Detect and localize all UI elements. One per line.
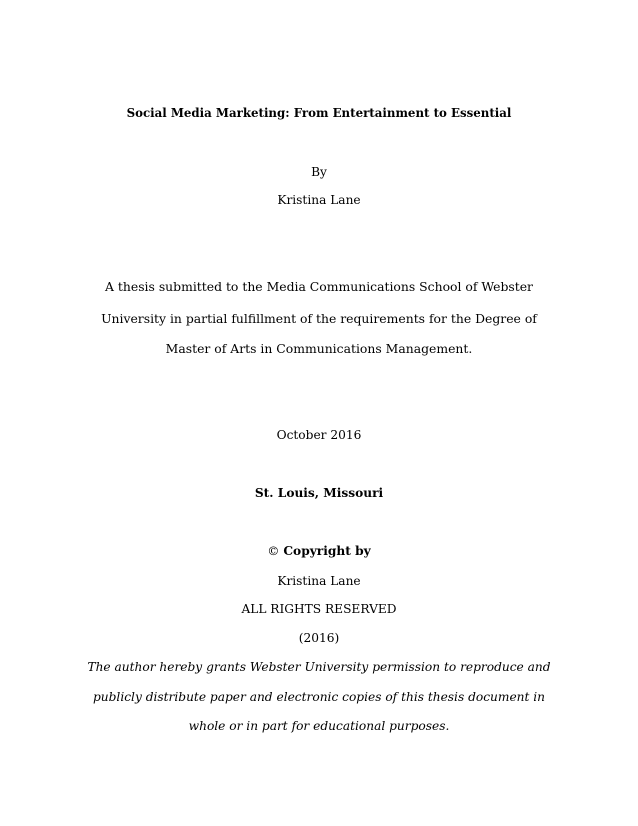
thesis-location: St. Louis, Missouri — [254, 486, 384, 500]
by-label: By — [311, 165, 327, 179]
thesis-statement-line-2: University in partial fulfillment of the requirements for the Degree of — [101, 311, 537, 326]
permission-statement-line-1: The author hereby grants Webster University permission to reproduce and — [87, 660, 551, 674]
copyright-label: Copyright by — [283, 544, 371, 558]
thesis-statement-line-3: Master of Arts in Communications Management. — [165, 341, 473, 356]
thesis-date: October 2016 — [276, 428, 362, 442]
copyright-heading — [0, 543, 638, 559]
thesis-title: Social Media Marketing: From Entertainment to Essential — [126, 106, 512, 120]
thesis-statement-line-1: A thesis submitted to the Media Communications School of Webster — [105, 279, 533, 294]
copyright-year: (2016) — [298, 631, 340, 645]
rights-reserved: ALL RIGHTS RESERVED — [241, 602, 397, 616]
copyright-symbol: © — [267, 544, 280, 558]
permission-statement-line-2: publicly distribute paper and electronic copies of this thesis document in — [92, 690, 546, 704]
copyright-holder: Kristina Lane — [277, 574, 361, 588]
permission-statement-line-3: whole or in part for educational purposes. — [188, 719, 450, 733]
author-name: Kristina Lane — [277, 193, 361, 207]
